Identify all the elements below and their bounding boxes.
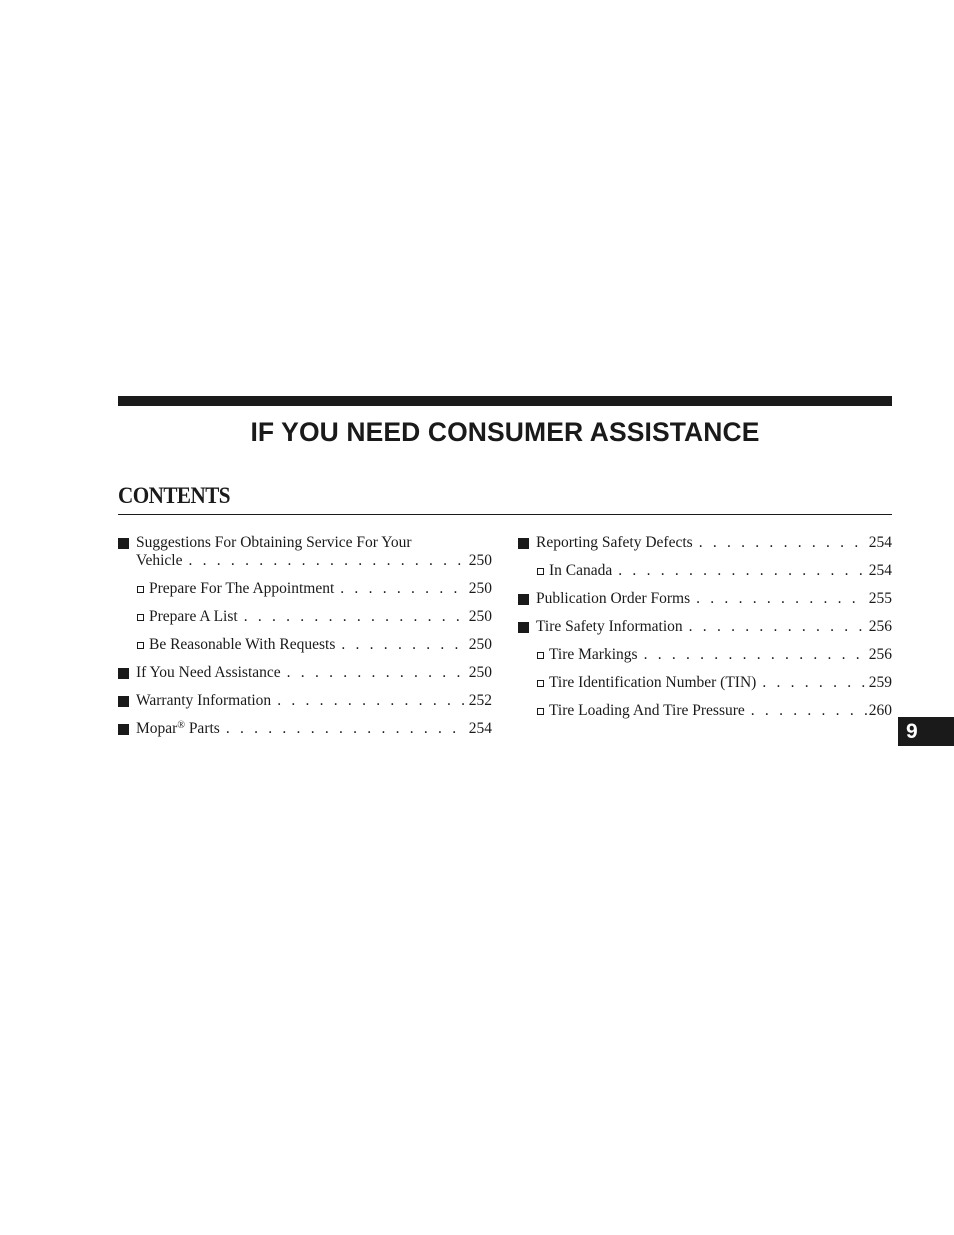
hollow-square-bullet-icon — [537, 708, 544, 715]
filled-square-bullet-icon — [118, 668, 129, 679]
toc-entry-label: If You Need Assistance — [136, 664, 281, 681]
toc-page-number: 250 — [468, 664, 492, 681]
toc-left-column — [118, 534, 492, 748]
filled-square-bullet-icon — [518, 622, 529, 633]
toc-entry-label: Reporting Safety Defects — [536, 534, 693, 551]
filled-square-bullet-icon — [118, 696, 129, 707]
toc-entry-label: Tire Markings — [549, 646, 638, 663]
toc-entry-label: Tire Loading And Tire Pressure — [549, 702, 745, 719]
toc-entry-label: Be Reasonable With Requests — [149, 636, 336, 653]
toc-entry-label: Tire Safety Information — [536, 618, 683, 635]
hollow-square-bullet-icon — [537, 680, 544, 687]
chapter-tab-number: 9 — [906, 720, 918, 743]
toc-entry-need-assistance[interactable] — [118, 664, 492, 692]
toc-entry-prepare-appointment[interactable] — [118, 580, 492, 608]
filled-square-bullet-icon — [118, 538, 129, 549]
toc-entry-publication-forms[interactable] — [518, 590, 892, 618]
hollow-square-bullet-icon — [137, 586, 144, 593]
toc-page-number: 254 — [468, 720, 492, 737]
dot-leader — [244, 608, 467, 626]
toc-entry-tire-markings[interactable] — [518, 646, 892, 674]
dot-leader — [696, 590, 867, 608]
toc-entry-be-reasonable[interactable] — [118, 636, 492, 664]
contents-rule — [118, 514, 892, 515]
toc-entry-label-text: Parts — [184, 720, 220, 737]
toc-entry-tire-safety[interactable] — [518, 618, 892, 646]
toc-entry-label: Vehicle — [136, 552, 183, 569]
dot-leader — [618, 562, 866, 580]
dot-leader — [340, 580, 466, 598]
toc-page-number: 250 — [468, 580, 492, 597]
toc-entry-label — [136, 720, 220, 738]
toc-page-number: 250 — [468, 552, 492, 569]
dot-leader — [762, 674, 866, 692]
filled-square-bullet-icon — [518, 538, 529, 549]
toc-page-number: 260 — [868, 702, 892, 719]
hollow-square-bullet-icon — [137, 642, 144, 649]
dot-leader — [226, 720, 467, 738]
toc-entry-label: In Canada — [549, 562, 613, 579]
toc-page-number: 254 — [868, 562, 892, 579]
toc-page-number: 259 — [868, 674, 892, 691]
toc-entry-label: Publication Order Forms — [536, 590, 691, 607]
toc-right-column — [518, 534, 892, 730]
toc-entry-reporting-defects[interactable] — [518, 534, 892, 562]
filled-square-bullet-icon — [518, 594, 529, 605]
toc-entry-label: Warranty Information — [136, 692, 272, 709]
toc-entry-suggestions[interactable] — [118, 534, 492, 580]
chapter-top-rule — [118, 396, 892, 406]
contents-heading: CONTENTS — [118, 483, 230, 508]
dot-leader — [341, 636, 466, 654]
toc-entry-warranty[interactable] — [118, 692, 492, 720]
toc-page-number: 254 — [868, 534, 892, 551]
dot-leader — [277, 692, 467, 710]
toc-entry-prepare-list[interactable] — [118, 608, 492, 636]
registered-mark: ® — [177, 720, 185, 731]
toc-entry-in-canada[interactable] — [518, 562, 892, 590]
filled-square-bullet-icon — [118, 724, 129, 735]
toc-entry-tire-loading[interactable] — [518, 702, 892, 730]
toc-entry-label: Tire Identification Number (TIN) — [549, 674, 757, 691]
toc-entry-label: Prepare For The Appointment — [149, 580, 335, 597]
hollow-square-bullet-icon — [537, 568, 544, 575]
toc-entry-mopar-parts[interactable] — [118, 720, 492, 748]
toc-page-number: 256 — [868, 618, 892, 635]
toc-entry-label-text: Mopar — [136, 720, 178, 737]
toc-page-number: 256 — [868, 646, 892, 663]
hollow-square-bullet-icon — [137, 614, 144, 621]
hollow-square-bullet-icon — [537, 652, 544, 659]
chapter-title: IF YOU NEED CONSUMER ASSISTANCE — [250, 417, 760, 447]
toc-page-number: 250 — [468, 636, 492, 653]
toc-entry-label: Prepare A List — [149, 608, 238, 625]
dot-leader — [699, 534, 867, 552]
dot-leader — [644, 646, 867, 664]
dot-leader — [751, 702, 867, 720]
dot-leader — [287, 664, 467, 682]
toc-entry-tire-tin[interactable] — [518, 674, 892, 702]
toc-page-number: 252 — [468, 692, 492, 709]
dot-leader — [689, 618, 867, 636]
toc-page-number: 255 — [868, 590, 892, 607]
toc-page-number: 250 — [468, 608, 492, 625]
toc-entry-label: Suggestions For Obtaining Service For Your — [136, 534, 412, 551]
chapter-tab — [898, 717, 954, 746]
dot-leader — [188, 552, 466, 570]
